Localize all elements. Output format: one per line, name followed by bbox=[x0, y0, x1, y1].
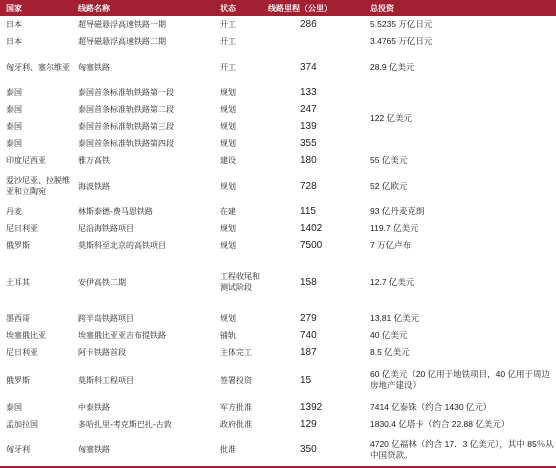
table-header-row bbox=[0, 0, 556, 16]
table-row bbox=[0, 327, 556, 344]
cell-country: 俄罗斯 bbox=[6, 241, 30, 250]
cell-length: 286 bbox=[300, 19, 317, 30]
cell-status: 建设 bbox=[220, 156, 236, 165]
cell-length: 1402 bbox=[300, 223, 323, 234]
cell-length: 133 bbox=[300, 87, 317, 98]
cell-country: 匈牙利、塞尔维亚 bbox=[6, 62, 70, 72]
cell-country: 泰国 bbox=[6, 88, 22, 97]
table-row bbox=[0, 169, 556, 203]
cell-length: 129 bbox=[300, 419, 317, 430]
cell-investment: 3.4765 万亿日元 bbox=[370, 36, 433, 46]
cell-project: 尼沿海铁路项目 bbox=[78, 224, 134, 233]
cell-project: 雅万高铁 bbox=[78, 156, 110, 165]
cell-country: 丹麦 bbox=[6, 207, 22, 216]
cell-status: 主体完工 bbox=[220, 348, 252, 357]
cell-status: 规划 bbox=[220, 224, 236, 233]
cell-project: 跨半岛铁路项目 bbox=[78, 314, 134, 323]
cell-project: 多哈扎里-考克斯巴扎-古敦 bbox=[78, 420, 172, 429]
cell-status: 开工 bbox=[220, 20, 236, 29]
cell-status: 政府批准 bbox=[220, 420, 252, 429]
cell-project: 林斯泰德-费马恩铁路 bbox=[78, 207, 153, 216]
cell-length: 187 bbox=[300, 347, 317, 358]
cell-country: 日本 bbox=[6, 37, 22, 46]
cell-project: 阿卡铁路首段 bbox=[78, 348, 126, 357]
cell-project: 泰国首条标准轨铁路第二段 bbox=[78, 105, 174, 114]
cell-country: 泰国 bbox=[6, 105, 22, 114]
cell-status: 开工 bbox=[220, 62, 236, 72]
table-row bbox=[0, 237, 556, 254]
table-row bbox=[0, 152, 556, 169]
table-row bbox=[0, 399, 556, 416]
cell-project: 海波铁路 bbox=[78, 181, 110, 191]
cell-country: 土耳其 bbox=[6, 277, 30, 287]
cell-status: 在建 bbox=[220, 207, 236, 216]
table-row bbox=[0, 344, 556, 361]
cell-investment: 4720 亿福林（约合 17．3 亿美元），其中 85％从中国贷款。 bbox=[370, 438, 554, 460]
header-length: 线路里程（公里） bbox=[262, 0, 364, 16]
cell-length: 1392 bbox=[300, 402, 323, 413]
cell-investment: 52 亿欧元 bbox=[370, 180, 408, 191]
cell-status: 签署投资 bbox=[220, 375, 252, 385]
cell-investment: 60 亿美元（20 亿用于地铁项目，40 亿用于周边房地产建设） bbox=[370, 369, 550, 390]
cell-status: 规划 bbox=[220, 88, 236, 97]
cell-length: 350 bbox=[300, 444, 317, 455]
cell-country: 埃塞俄比亚 bbox=[6, 331, 46, 340]
cell-country: 泰国 bbox=[6, 403, 22, 412]
table-row bbox=[0, 361, 556, 399]
cell-country: 墨西哥 bbox=[6, 314, 30, 323]
table-row bbox=[0, 310, 556, 327]
table-row bbox=[0, 433, 556, 467]
table-row bbox=[0, 16, 556, 33]
cell-project: 埃塞俄比亚亚吉布提铁路 bbox=[78, 331, 166, 340]
cell-length: 247 bbox=[300, 104, 317, 115]
cell-status: 批准 bbox=[220, 445, 236, 454]
cell-length: 158 bbox=[300, 276, 317, 288]
cell-length: 7500 bbox=[300, 240, 323, 251]
cell-length: 355 bbox=[300, 138, 317, 149]
cell-investment: 7414 亿泰铢（约合 1430 亿元） bbox=[370, 402, 492, 412]
header-project: 线路名称 bbox=[72, 0, 214, 16]
cell-length: 180 bbox=[300, 155, 317, 166]
cell-status: 规划 bbox=[220, 241, 236, 250]
cell-investment: 5.5235 万亿日元 bbox=[370, 19, 433, 29]
table-row bbox=[0, 254, 556, 310]
cell-status: 铺轨 bbox=[220, 331, 236, 340]
cell-status: 规划 bbox=[220, 314, 236, 323]
cell-project: 泰国首条标准轨铁路第四段 bbox=[78, 139, 174, 148]
cell-project: 泰国首条标准轨铁路第一段 bbox=[78, 88, 174, 97]
cell-status: 军方批准 bbox=[220, 403, 252, 412]
cell-country: 匈牙利 bbox=[6, 445, 30, 454]
cell-investment: 119.7 亿美元 bbox=[370, 223, 419, 233]
cell-country: 孟加拉国 bbox=[6, 420, 38, 429]
header-country: 国家 bbox=[0, 0, 72, 16]
cell-project: 匈塞铁路 bbox=[78, 445, 110, 454]
cell-length: 115 bbox=[300, 206, 316, 217]
cell-status: 规划 bbox=[220, 181, 236, 191]
cell-project: 泰国首条标准轨铁路第三段 bbox=[78, 122, 174, 131]
cell-length bbox=[262, 33, 364, 50]
cell-investment: 93 亿丹麦克朗 bbox=[370, 206, 425, 216]
cell-length: 15 bbox=[300, 374, 312, 386]
table-row bbox=[0, 220, 556, 237]
cell-length: 374 bbox=[300, 61, 317, 73]
cell-country: 尼日利亚 bbox=[6, 224, 38, 233]
cell-investment: 28.9 亿美元 bbox=[370, 61, 415, 72]
cell-country: 俄罗斯 bbox=[6, 375, 30, 385]
table-row bbox=[0, 84, 556, 101]
cell-length: 728 bbox=[300, 180, 317, 192]
cell-investment: 122 亿美元 bbox=[370, 112, 413, 123]
cell-status: 规划 bbox=[220, 139, 236, 148]
cell-project: 莫斯科工程项目 bbox=[78, 375, 134, 385]
cell-country: 泰国 bbox=[6, 122, 22, 131]
cell-investment: 8.5 亿美元 bbox=[370, 347, 410, 357]
header-investment: 总投资 bbox=[364, 0, 556, 16]
cell-country: 泰国 bbox=[6, 139, 22, 148]
cell-project: 超导磁悬浮高速铁路二期 bbox=[78, 37, 166, 46]
cell-country: 爱沙尼亚、拉脱维亚和立陶宛 bbox=[6, 176, 70, 196]
table-row bbox=[0, 50, 556, 84]
cell-country: 印度尼西亚 bbox=[6, 156, 46, 165]
cell-project: 超导磁悬浮高速铁路一期 bbox=[78, 20, 166, 29]
cell-project: 安伊高铁二期 bbox=[78, 277, 126, 287]
cell-project: 中泰铁路 bbox=[78, 403, 110, 412]
cell-status: 规划 bbox=[220, 105, 236, 114]
cell-investment: 13.81 亿美元 bbox=[370, 313, 420, 323]
cell-investment: 40 亿美元 bbox=[370, 330, 408, 340]
cell-country: 日本 bbox=[6, 20, 22, 29]
table-row bbox=[0, 203, 556, 220]
cell-length: 279 bbox=[300, 313, 317, 324]
cell-project: 匈塞铁路 bbox=[78, 62, 110, 72]
table-row bbox=[0, 33, 556, 50]
cell-investment: 55 亿美元 bbox=[370, 155, 408, 165]
cell-project: 莫斯科至北京的高铁项目 bbox=[78, 241, 166, 250]
header-status: 状态 bbox=[214, 0, 262, 16]
table-row bbox=[0, 416, 556, 433]
cell-status: 工程收尾和测试阶段 bbox=[220, 272, 260, 292]
cell-investment: 12.7 亿美元 bbox=[370, 276, 415, 287]
cell-investment: 1830.4 亿塔卡（约合 22.88 亿美元） bbox=[370, 419, 510, 429]
cell-investment: 7 万亿卢布 bbox=[370, 240, 412, 250]
cell-length: 740 bbox=[300, 330, 317, 341]
cell-status: 开工 bbox=[220, 37, 236, 46]
cell-country: 尼日利亚 bbox=[6, 348, 38, 357]
cell-length: 139 bbox=[300, 121, 317, 132]
cell-status: 规划 bbox=[220, 122, 236, 131]
